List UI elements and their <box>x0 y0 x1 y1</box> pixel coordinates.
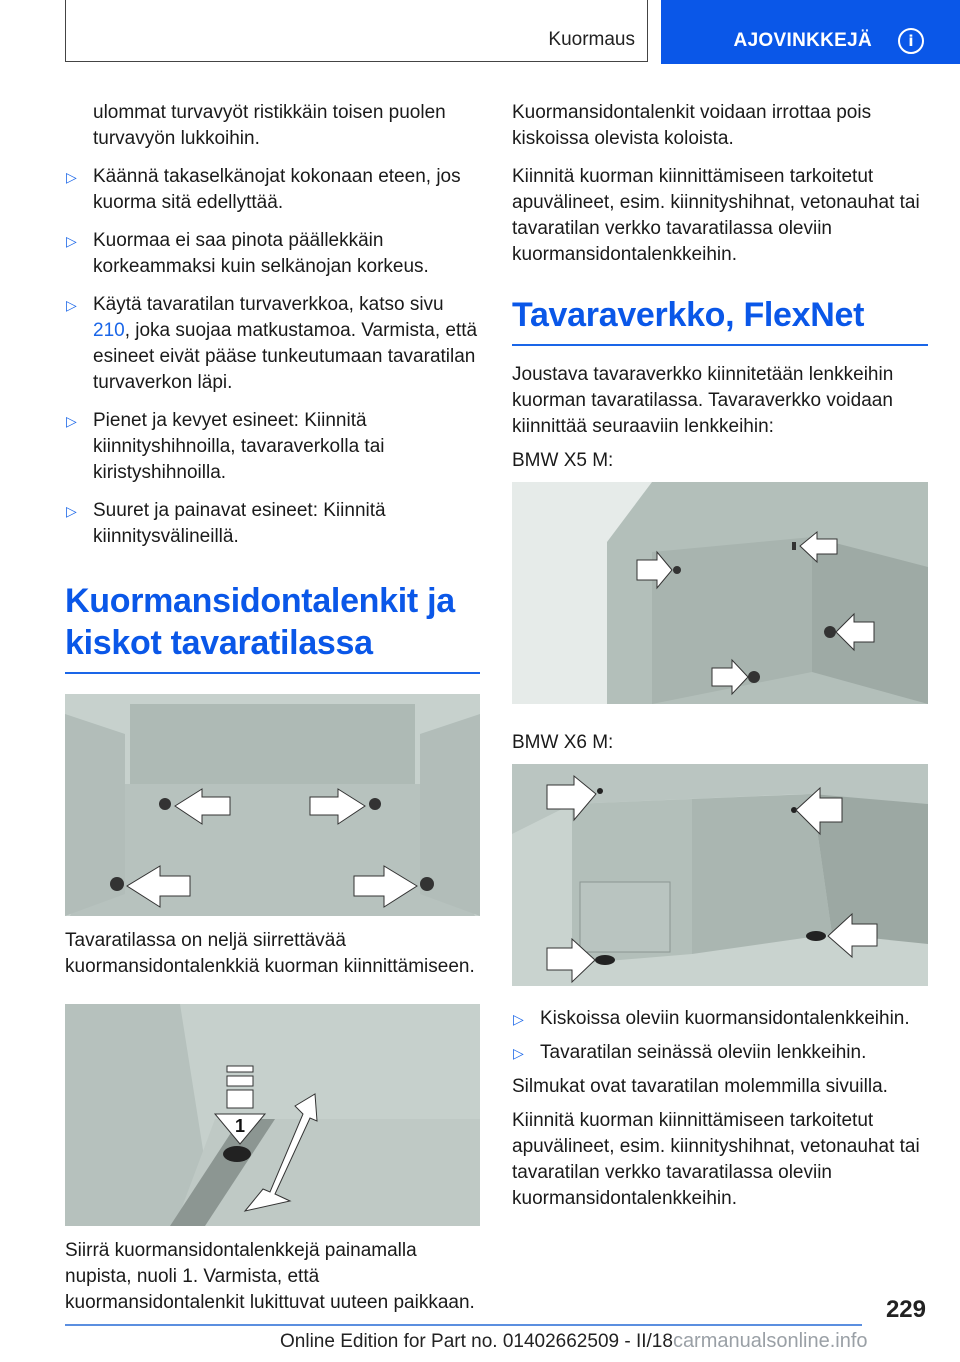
triangle-bullet-icon: ▷ <box>66 169 77 185</box>
attach-para: Kiinnitä kuorman kiinnittämiseen tarkoitetut apuvälineet, esim. kiinnityshihnat, vetonauhat tai tavaratilan verkko tavaratilassa oleviin kuormansidontalenkkeihin. <box>512 166 920 265</box>
section-title: Kuormaus <box>548 29 635 50</box>
page-link-210[interactable]: 210 <box>93 320 125 341</box>
section-heading-flexnet: Tavaraverkko, FlexNet <box>512 294 928 346</box>
x5-label: BMW X5 M: <box>512 450 614 471</box>
list-item: ▷ Kiskoissa oleviin kuormansidontalenkkeihin. <box>512 1006 928 1032</box>
loops-para: Silmukat ovat tavaratilan molemmilla sivuilla. <box>512 1076 888 1097</box>
left-column <box>65 100 480 1328</box>
triangle-bullet-icon: ▷ <box>513 1011 524 1027</box>
triangle-bullet-icon: ▷ <box>66 297 77 313</box>
x5-cargo-illustration <box>512 482 928 704</box>
footer-divider <box>65 1324 862 1326</box>
header-section-box <box>65 0 648 62</box>
list-item: ▷ Kuormaa ei saa pinota päällekkäin korkeammaksi kuin selkänojan korkeus. <box>66 230 429 277</box>
list-item: ▷ Suuret ja painavat esineet: Kiinnitä kiinnitysvälineillä. <box>66 500 386 547</box>
intro-continuation: ulommat turvavyöt ristikkäin toisen puolen turvavyön lukkoihin. <box>93 102 446 149</box>
triangle-bullet-icon: ▷ <box>513 1045 524 1061</box>
svg-text:1: 1 <box>235 1116 246 1136</box>
right-bullet-list <box>512 1006 928 1066</box>
footer-edition <box>280 1330 868 1353</box>
list-item: ▷ Pienet ja kevyet esineet: Kiinnitä kiinnityshihnoilla, tavaraverkolla tai kiristyshihnoilla. <box>66 410 385 483</box>
attach-para-2: Kiinnitä kuorman kiinnittämiseen tarkoitetut apuvälineet, esim. kiinnityshihnat, vetonauhat tai tavaratilan verkko tavaratilassa oleviin kuormansidontalenkkeihin. <box>512 1110 920 1209</box>
page-number: 229 <box>885 1296 926 1323</box>
list-item: ▷ Tavaratilan seinässä oleviin lenkkeihin. <box>512 1040 928 1066</box>
figure2-caption: Siirrä kuormansidontalenkkejä painamalla nupista, nuoli 1. Varmista, että kuormansidontalenkit lukittuvat uuteen paikkaan. <box>65 1240 475 1313</box>
right-column <box>512 100 928 1224</box>
detach-para: Kuormansidontalenkit voidaan irrottaa pois kiskoissa olevista koloista. <box>512 102 872 149</box>
chapter-title: AJOVINKKEJÄ <box>733 30 872 51</box>
triangle-bullet-icon: ▷ <box>66 503 77 519</box>
section-heading-lashing-eyes: Kuormansidontalenkit ja kiskot tavaratilassa <box>65 580 480 674</box>
left-bullet-list <box>65 164 480 550</box>
x6-label: BMW X6 M: <box>512 732 614 753</box>
list-item: ▷ Käännä takaselkänojat kokonaan eteen, jos kuorma sitä edellyttää. <box>66 166 461 213</box>
flexnet-intro: Joustava tavaraverkko kiinnitetään lenkkeihin kuorman tavaratilassa. Tavaraverkko voidaan kiinnittää seuraaviin lenkkeihin: <box>512 364 894 437</box>
triangle-bullet-icon: ▷ <box>66 413 77 429</box>
x6-cargo-illustration <box>512 764 928 986</box>
watermark: carmanualsonline.info <box>672 1330 868 1352</box>
info-icon: i <box>898 28 924 54</box>
figure1-caption: Tavaratilassa on neljä siirrettävää kuormansidontalenkkiä kuorman kiinnittämiseen. <box>65 930 475 977</box>
list-item: ▷ Käytä tavaratilan turvaverkkoa, katso sivu 210, joka suojaa matkustamoa. Varmista, että esineet eivät pääse tunkeutumaan tavaratilan turvaverkon läpi. <box>66 294 478 393</box>
rail-slide-illustration <box>65 1004 480 1226</box>
edition-text: Online Edition for Part no. 01402662509 - II/18 <box>280 1331 673 1352</box>
chapter-tab[interactable] <box>661 0 960 64</box>
triangle-bullet-icon: ▷ <box>66 233 77 249</box>
cargo-floor-illustration <box>65 694 480 916</box>
